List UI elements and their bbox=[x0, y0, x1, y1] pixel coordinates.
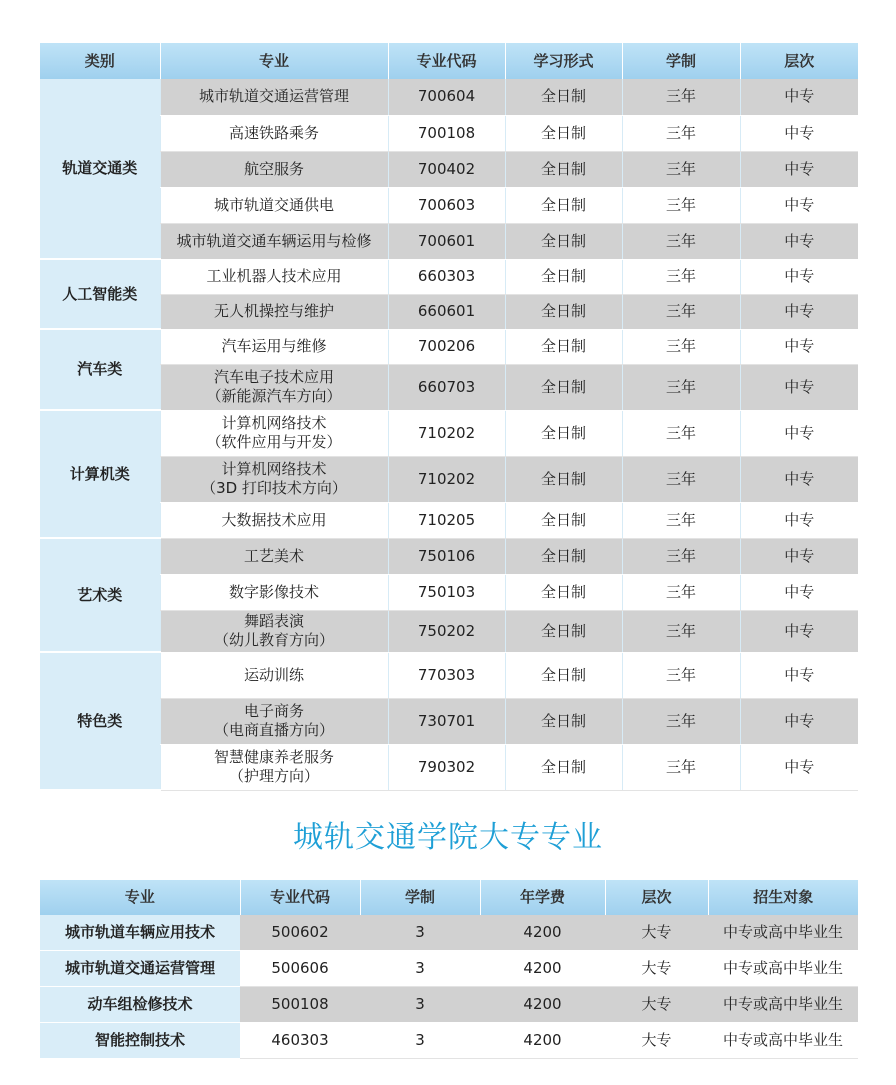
major-name: 大数据技术应用 bbox=[221, 510, 327, 529]
code-cell: 500606 bbox=[240, 951, 360, 987]
duration-cell: 三年 bbox=[622, 259, 740, 294]
form-cell: 全日制 bbox=[505, 329, 622, 364]
table-row bbox=[40, 744, 858, 790]
table-row bbox=[40, 698, 858, 744]
code-cell: 660601 bbox=[388, 294, 505, 329]
target-cell: 中专或高中毕业生 bbox=[708, 1023, 858, 1059]
major-name: 工艺美术 bbox=[243, 546, 304, 565]
form-cell: 全日制 bbox=[505, 259, 622, 294]
header-study-form: 学习形式 bbox=[505, 43, 622, 79]
code-cell: 700206 bbox=[388, 329, 505, 364]
duration-cell: 三年 bbox=[622, 79, 740, 115]
header-level: 层次 bbox=[605, 880, 708, 915]
form-cell: 全日制 bbox=[505, 364, 622, 410]
code-cell: 700108 bbox=[388, 115, 505, 151]
table-row bbox=[40, 502, 858, 538]
category-cell: 汽车类 bbox=[40, 329, 160, 410]
level-cell: 大专 bbox=[605, 951, 708, 987]
table-row bbox=[40, 456, 858, 502]
table-row bbox=[40, 115, 858, 151]
major-direction: （幼儿教育方向） bbox=[213, 631, 334, 649]
code-cell: 700604 bbox=[388, 79, 505, 115]
table-row bbox=[40, 294, 858, 329]
major-name: 城市轨道交通运营管理 bbox=[198, 87, 349, 106]
duration-cell: 三年 bbox=[622, 294, 740, 329]
target-cell: 中专或高中毕业生 bbox=[708, 915, 858, 951]
form-cell: 全日制 bbox=[505, 410, 622, 456]
section-title: 城轨交通学院大专专业 bbox=[293, 820, 603, 855]
major-cell bbox=[160, 410, 388, 456]
form-cell: 全日制 bbox=[505, 223, 622, 259]
major-cell bbox=[160, 187, 388, 223]
major-cell bbox=[160, 610, 388, 652]
major-cell bbox=[160, 115, 388, 151]
major-direction: （电商直播方向） bbox=[213, 721, 334, 739]
code-cell: 730701 bbox=[388, 698, 505, 744]
major-name: 航空服务 bbox=[243, 159, 304, 178]
duration-cell: 三年 bbox=[622, 744, 740, 790]
duration-cell: 三年 bbox=[622, 698, 740, 744]
level-cell: 中专 bbox=[740, 456, 858, 502]
major-name: 数字影像技术 bbox=[228, 582, 319, 601]
target-cell: 中专或高中毕业生 bbox=[708, 951, 858, 987]
form-cell: 全日制 bbox=[505, 610, 622, 652]
major-direction: （护理方向） bbox=[228, 767, 319, 785]
code-cell: 660303 bbox=[388, 259, 505, 294]
duration-cell: 三年 bbox=[622, 610, 740, 652]
table-row bbox=[40, 652, 858, 698]
table-row bbox=[40, 915, 858, 951]
major-name: 无人机操控与维护 bbox=[213, 302, 334, 320]
code-cell: 500108 bbox=[240, 987, 360, 1023]
major-cell: 动车组检修技术 bbox=[40, 987, 240, 1023]
header-category: 类别 bbox=[40, 43, 160, 79]
duration-cell: 3 bbox=[360, 1023, 480, 1059]
form-cell: 全日制 bbox=[505, 574, 622, 610]
level-cell: 中专 bbox=[740, 329, 858, 364]
major-name: 城市轨道交通车辆运用与检修 bbox=[176, 231, 372, 250]
duration-cell: 3 bbox=[360, 915, 480, 951]
level-cell: 大专 bbox=[605, 987, 708, 1023]
code-cell: 460303 bbox=[240, 1023, 360, 1059]
level-cell: 中专 bbox=[740, 574, 858, 610]
level-cell: 中专 bbox=[740, 364, 858, 410]
fee-cell: 4200 bbox=[480, 951, 605, 987]
form-cell: 全日制 bbox=[505, 79, 622, 115]
code-cell: 750202 bbox=[388, 610, 505, 652]
major-cell bbox=[160, 698, 388, 744]
code-cell: 750106 bbox=[388, 538, 505, 574]
form-cell: 全日制 bbox=[505, 502, 622, 538]
code-cell: 710205 bbox=[388, 502, 505, 538]
table-row bbox=[40, 610, 858, 652]
level-cell: 中专 bbox=[740, 698, 858, 744]
header-major: 专业 bbox=[160, 43, 388, 79]
level-cell: 中专 bbox=[740, 410, 858, 456]
form-cell: 全日制 bbox=[505, 698, 622, 744]
code-cell: 710202 bbox=[388, 410, 505, 456]
level-cell: 中专 bbox=[740, 294, 858, 329]
major-cell bbox=[160, 538, 388, 574]
form-cell: 全日制 bbox=[505, 115, 622, 151]
header-code: 专业代码 bbox=[388, 43, 505, 79]
table-row bbox=[40, 574, 858, 610]
form-cell: 全日制 bbox=[505, 151, 622, 187]
level-cell: 中专 bbox=[740, 115, 858, 151]
level-cell: 中专 bbox=[740, 259, 858, 294]
fee-cell: 4200 bbox=[480, 987, 605, 1023]
category-cell: 计算机类 bbox=[40, 410, 160, 538]
table-header-row bbox=[40, 43, 858, 79]
major-cell bbox=[160, 79, 388, 115]
major-cell: 城市轨道车辆应用技术 bbox=[40, 915, 240, 951]
duration-cell: 三年 bbox=[622, 538, 740, 574]
major-name: 高速铁路乘务 bbox=[228, 123, 319, 142]
form-cell: 全日制 bbox=[505, 187, 622, 223]
code-cell: 700603 bbox=[388, 187, 505, 223]
table-row bbox=[40, 364, 858, 410]
table-row bbox=[40, 538, 858, 574]
major-cell bbox=[160, 329, 388, 364]
table-row bbox=[40, 951, 858, 987]
duration-cell: 三年 bbox=[622, 574, 740, 610]
form-cell: 全日制 bbox=[505, 652, 622, 698]
category-cell: 轨道交通类 bbox=[40, 79, 160, 259]
major-name: 电子商务 bbox=[243, 702, 304, 720]
code-cell: 710202 bbox=[388, 456, 505, 502]
duration-cell: 三年 bbox=[622, 364, 740, 410]
duration-cell: 三年 bbox=[622, 456, 740, 502]
duration-cell: 3 bbox=[360, 951, 480, 987]
table-header-row bbox=[40, 880, 858, 915]
header-level: 层次 bbox=[740, 43, 858, 79]
table-row bbox=[40, 223, 858, 259]
major-cell bbox=[160, 744, 388, 790]
form-cell: 全日制 bbox=[505, 456, 622, 502]
major-cell bbox=[160, 502, 388, 538]
table-row bbox=[40, 151, 858, 187]
code-cell: 500602 bbox=[240, 915, 360, 951]
level-cell: 中专 bbox=[740, 223, 858, 259]
level-cell: 中专 bbox=[740, 151, 858, 187]
secondary-majors-table bbox=[40, 43, 858, 791]
duration-cell: 三年 bbox=[622, 652, 740, 698]
code-cell: 700601 bbox=[388, 223, 505, 259]
level-cell: 中专 bbox=[740, 652, 858, 698]
major-cell bbox=[160, 151, 388, 187]
fee-cell: 4200 bbox=[480, 1023, 605, 1059]
duration-cell: 3 bbox=[360, 987, 480, 1023]
major-cell bbox=[160, 259, 388, 294]
form-cell: 全日制 bbox=[505, 294, 622, 329]
header-major: 专业 bbox=[40, 880, 240, 915]
duration-cell: 三年 bbox=[622, 502, 740, 538]
level-cell: 中专 bbox=[740, 502, 858, 538]
table-row bbox=[40, 79, 858, 115]
level-cell: 中专 bbox=[740, 187, 858, 223]
category-cell: 特色类 bbox=[40, 652, 160, 790]
duration-cell: 三年 bbox=[622, 329, 740, 364]
level-cell: 中专 bbox=[740, 538, 858, 574]
major-name: 计算机网络技术 bbox=[221, 414, 327, 432]
table-row bbox=[40, 329, 858, 364]
header-annual-fee: 年学费 bbox=[480, 880, 605, 915]
major-name: 运动训练 bbox=[243, 665, 304, 684]
major-name: 舞蹈表演 bbox=[243, 612, 304, 630]
category-cell: 人工智能类 bbox=[40, 259, 160, 329]
duration-cell: 三年 bbox=[622, 115, 740, 151]
level-cell: 中专 bbox=[740, 79, 858, 115]
form-cell: 全日制 bbox=[505, 744, 622, 790]
fee-cell: 4200 bbox=[480, 915, 605, 951]
header-target: 招生对象 bbox=[708, 880, 858, 915]
table-row bbox=[40, 987, 858, 1023]
code-cell: 790302 bbox=[388, 744, 505, 790]
major-cell bbox=[160, 294, 388, 329]
duration-cell: 三年 bbox=[622, 151, 740, 187]
target-cell: 中专或高中毕业生 bbox=[708, 987, 858, 1023]
header-duration: 学制 bbox=[360, 880, 480, 915]
major-name: 计算机网络技术 bbox=[221, 460, 327, 478]
code-cell: 660703 bbox=[388, 364, 505, 410]
header-duration: 学制 bbox=[622, 43, 740, 79]
level-cell: 中专 bbox=[740, 744, 858, 790]
major-direction: （新能源汽车方向） bbox=[206, 387, 342, 405]
code-cell: 700402 bbox=[388, 151, 505, 187]
table-row bbox=[40, 187, 858, 223]
level-cell: 大专 bbox=[605, 1023, 708, 1059]
major-direction: （3D 打印技术方向） bbox=[201, 479, 347, 497]
form-cell: 全日制 bbox=[505, 538, 622, 574]
major-name: 工业机器人技术应用 bbox=[206, 267, 342, 285]
major-cell: 城市轨道交通运营管理 bbox=[40, 951, 240, 987]
major-cell bbox=[160, 364, 388, 410]
level-cell: 大专 bbox=[605, 915, 708, 951]
major-direction: （软件应用与开发） bbox=[206, 433, 342, 451]
table-row bbox=[40, 1023, 858, 1059]
code-cell: 750103 bbox=[388, 574, 505, 610]
major-cell bbox=[160, 652, 388, 698]
college-majors-table bbox=[40, 880, 858, 1059]
duration-cell: 三年 bbox=[622, 187, 740, 223]
header-code: 专业代码 bbox=[240, 880, 360, 915]
level-cell: 中专 bbox=[740, 610, 858, 652]
major-name: 智慧健康养老服务 bbox=[213, 748, 334, 766]
duration-cell: 三年 bbox=[622, 410, 740, 456]
code-cell: 770303 bbox=[388, 652, 505, 698]
category-cell: 艺术类 bbox=[40, 538, 160, 652]
major-cell bbox=[160, 456, 388, 502]
major-cell bbox=[160, 223, 388, 259]
duration-cell: 三年 bbox=[622, 223, 740, 259]
major-cell: 智能控制技术 bbox=[40, 1023, 240, 1059]
table-row bbox=[40, 259, 858, 294]
major-name: 城市轨道交通供电 bbox=[213, 195, 334, 214]
major-name: 汽车电子技术应用 bbox=[213, 368, 334, 386]
major-cell bbox=[160, 574, 388, 610]
major-name: 汽车运用与维修 bbox=[221, 337, 327, 355]
table-row bbox=[40, 410, 858, 456]
